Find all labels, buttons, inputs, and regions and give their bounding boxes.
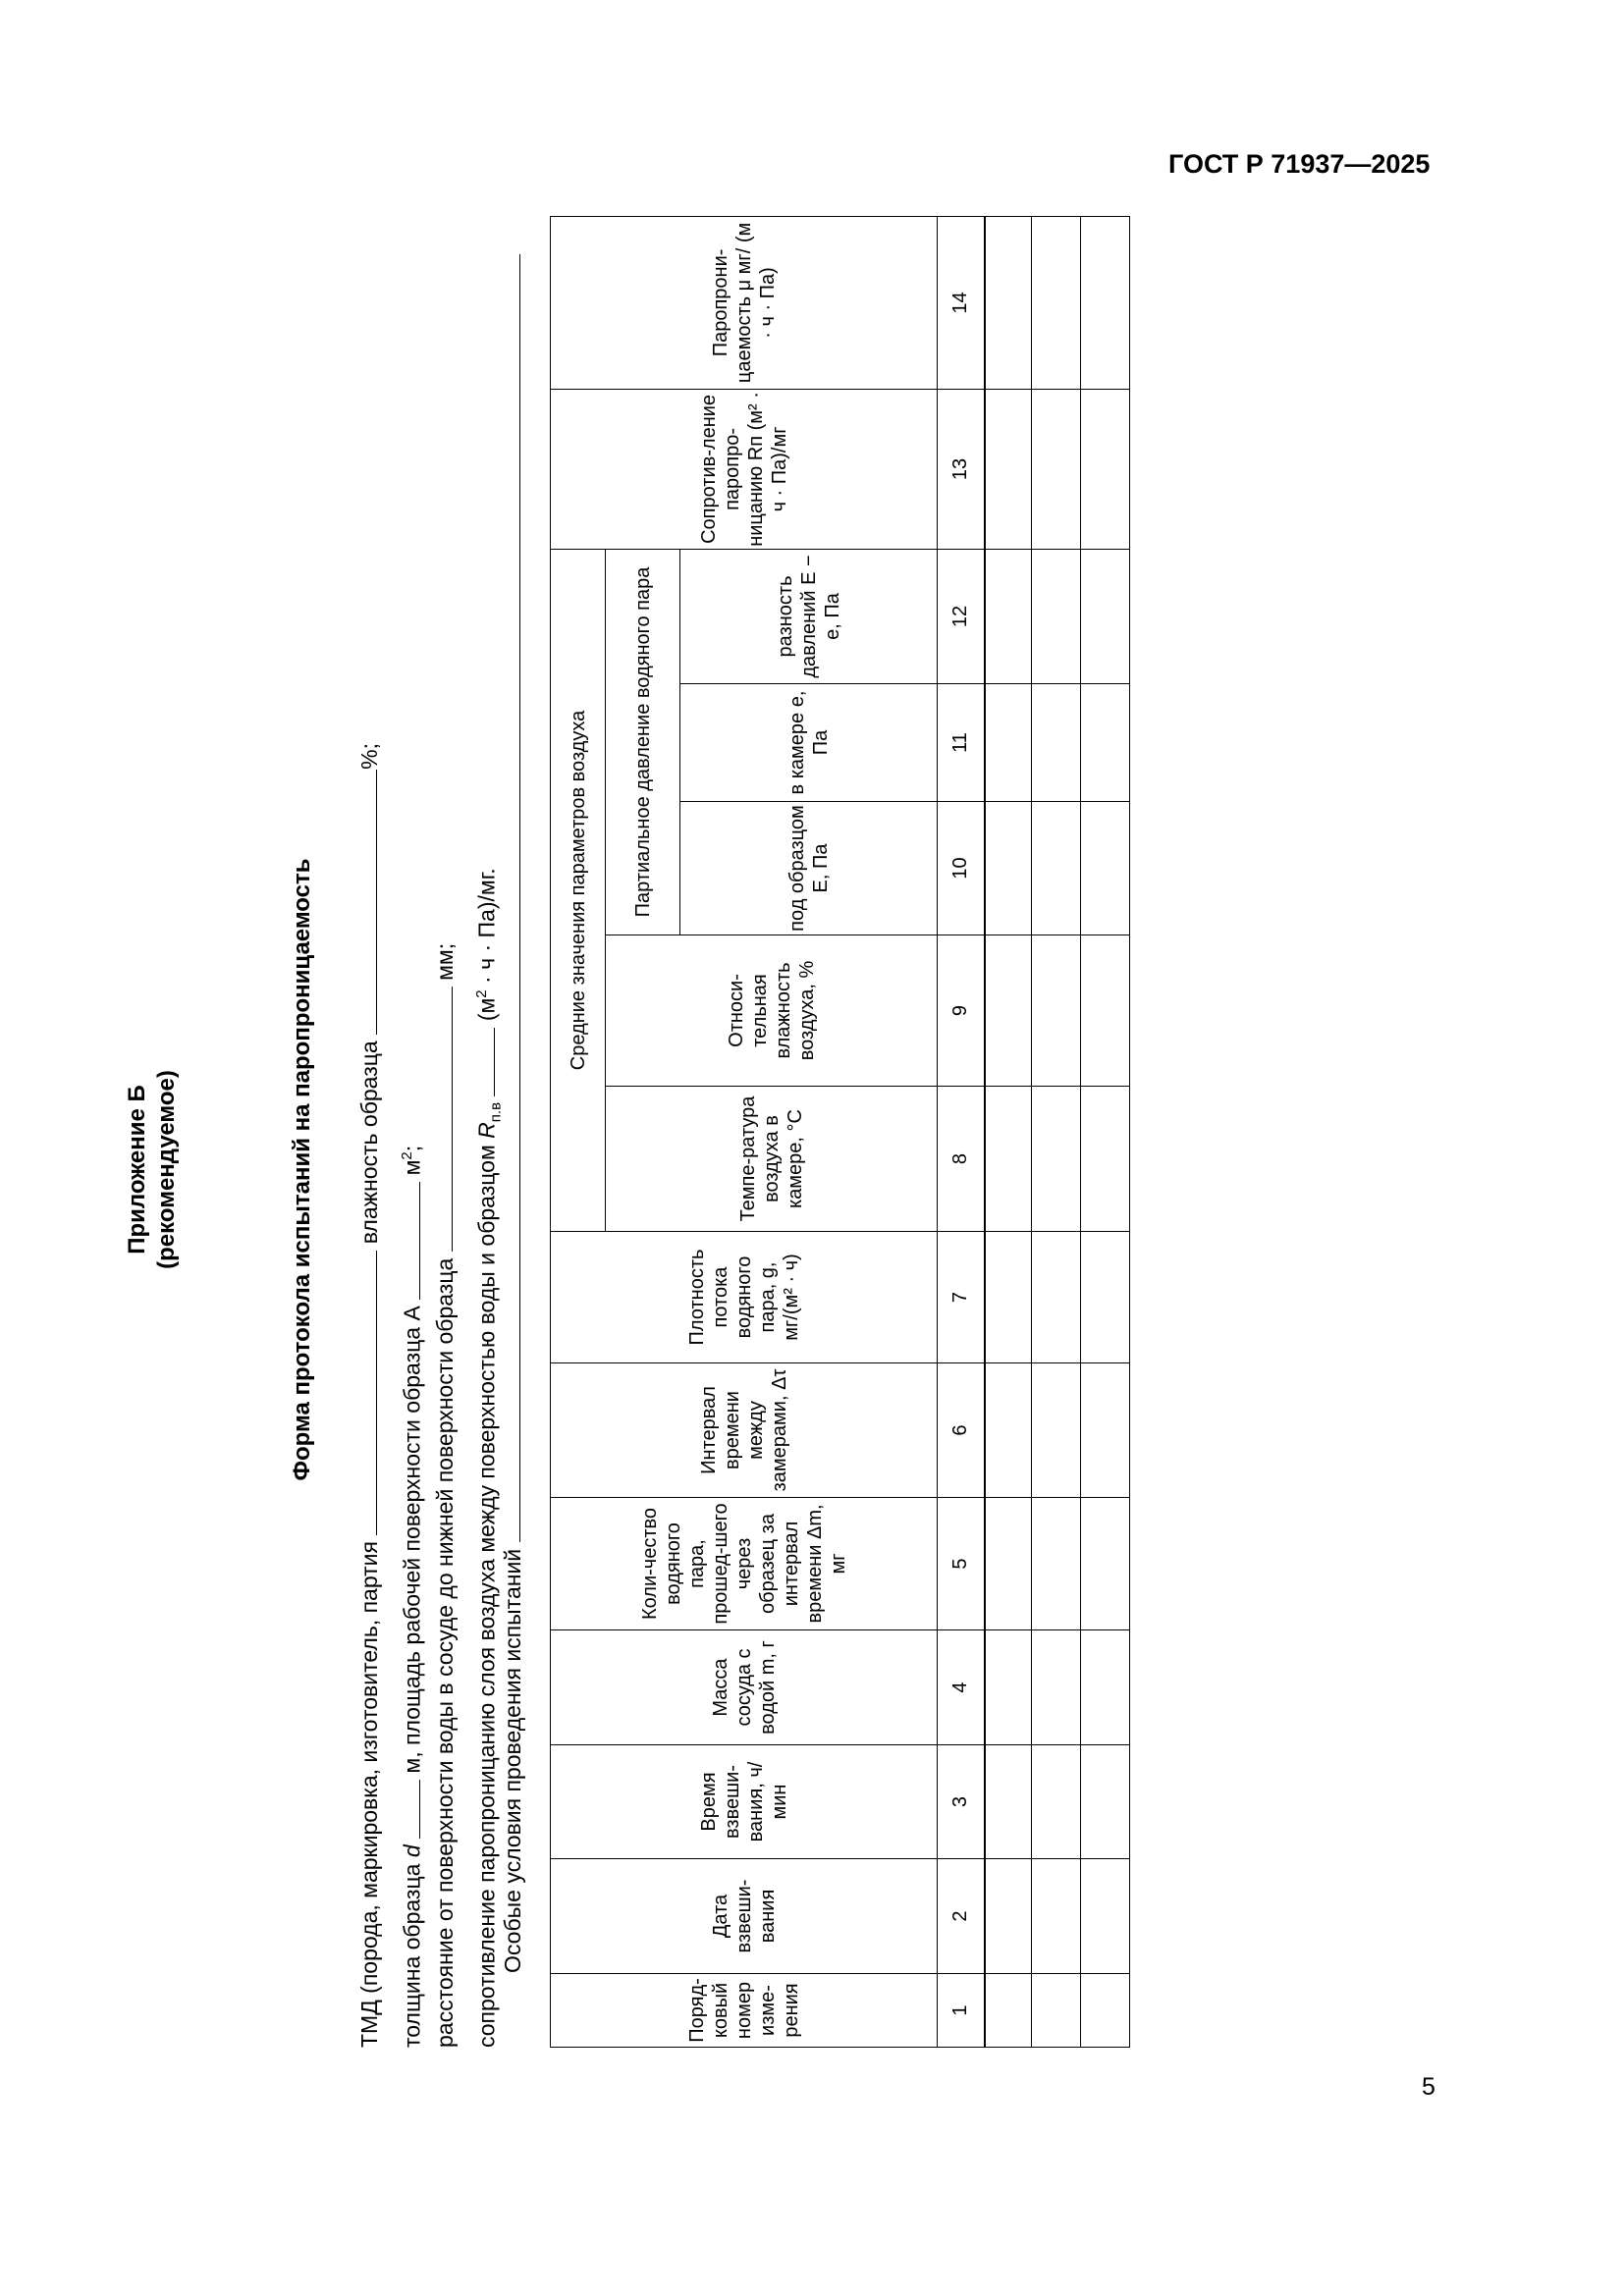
table-cell[interactable]	[985, 802, 1032, 935]
field-label-humidity: влажность образца	[356, 1041, 382, 1245]
table-cell[interactable]	[1032, 389, 1081, 549]
table-cell[interactable]	[1032, 1630, 1081, 1745]
col-number: 2	[938, 1859, 985, 1974]
air-resistance-unit-exponent: 2	[473, 989, 490, 998]
col-header-14: Паропрони-цаемость μ мг/ (м · ч · Па)	[551, 216, 938, 389]
table-cell[interactable]	[1081, 549, 1130, 683]
area-unit: м	[399, 1159, 425, 1176]
table-row	[985, 216, 1032, 2047]
table-cell[interactable]	[985, 216, 1032, 389]
table-cell[interactable]	[1081, 1363, 1130, 1498]
table-cell[interactable]	[985, 1498, 1032, 1630]
col-number: 4	[938, 1630, 985, 1745]
table-cell[interactable]	[1081, 1630, 1130, 1745]
table-cell[interactable]	[985, 1087, 1032, 1232]
distance-unit: мм;	[432, 942, 458, 981]
col-header-13: Сопротив-ление паропро-ницанию Rп (м² · ч · Па)/мг	[551, 389, 938, 549]
col-header-2: Дата взвеши-вания	[551, 1859, 938, 1974]
table-cell[interactable]	[1032, 1363, 1081, 1498]
humidity-unit: %;	[356, 743, 382, 770]
air-resistance-unit-a: (м	[473, 997, 500, 1022]
table-cell[interactable]	[1032, 1087, 1081, 1232]
group-header-pressure: Партиальное давление водяного пара	[606, 549, 680, 934]
field-label-air-resistance: сопротивление паропроницанию слоя воздуха между поверхностью воды и образцом	[473, 1145, 500, 2048]
form-title: Форма протокола испытаний на паропроницаемость	[289, 858, 315, 1481]
appendix-title: Приложение Б	[124, 1085, 150, 1255]
table-cell[interactable]	[1032, 1498, 1081, 1630]
tmd-input-line[interactable]	[356, 1251, 377, 1535]
field-line-air-resistance	[468, 868, 505, 2048]
col-header-7: Плотность потока водяного пара, g, мг/(м² · ч)	[551, 1232, 938, 1363]
table-cell[interactable]	[1081, 1859, 1130, 1974]
col-number: 5	[938, 1498, 985, 1630]
air-resistance-unit-b: · ч · Па)/мг.	[473, 868, 500, 990]
page-number: 5	[1422, 2073, 1435, 2101]
table-cell[interactable]	[985, 1974, 1032, 2048]
field-line-distance	[431, 943, 459, 2048]
table-cell[interactable]	[1032, 549, 1081, 683]
field-label-area: м, площадь рабочей поверхности образца А	[399, 1306, 425, 1774]
thickness-variable: d	[399, 1844, 425, 1858]
field-label-thickness: толщина образца	[399, 1863, 425, 2048]
col-number: 7	[938, 1232, 985, 1363]
table-row	[1081, 216, 1130, 2047]
table-cell[interactable]	[1032, 684, 1081, 802]
table-cell[interactable]	[1081, 389, 1130, 549]
table-cell[interactable]	[985, 389, 1032, 549]
table-cell[interactable]	[985, 1745, 1032, 1859]
table-cell[interactable]	[985, 1363, 1032, 1498]
table-cell[interactable]	[1032, 1974, 1081, 2048]
field-label-conditions: Особые условия проведения испытаний	[500, 1548, 525, 1973]
col-header-6: Интервал времени между замерами, Δτ	[551, 1363, 938, 1498]
distance-input-line[interactable]	[432, 987, 453, 1252]
col-number: 11	[938, 684, 985, 802]
table-cell[interactable]	[1081, 1232, 1130, 1363]
col-number: 6	[938, 1363, 985, 1498]
area-input-line[interactable]	[400, 1182, 420, 1300]
rotated-page-content	[106, 222, 972, 2085]
table-cell[interactable]	[985, 549, 1032, 683]
col-number: 9	[938, 935, 985, 1087]
thickness-input-line[interactable]	[400, 1780, 420, 1839]
table-cell[interactable]	[985, 1232, 1032, 1363]
header-row-group	[551, 216, 606, 2047]
table-cell[interactable]	[985, 684, 1032, 802]
table-cell[interactable]	[1032, 216, 1081, 389]
group-header-air: Средние значения параметров воздуха	[551, 549, 606, 1231]
table-cell[interactable]	[1081, 684, 1130, 802]
table-cell[interactable]	[1081, 935, 1130, 1087]
field-line-conditions	[499, 254, 526, 1973]
table-cell[interactable]	[985, 935, 1032, 1087]
col-header-10: под образцом Е, Па	[680, 802, 938, 935]
col-header-8: Темпе-ратура воздуха в камере, °С	[606, 1087, 938, 1232]
table-cell[interactable]	[1032, 1745, 1081, 1859]
table-cell[interactable]	[1032, 1859, 1081, 1974]
col-header-9: Относи-тельная влажность воздуха, %	[606, 935, 938, 1087]
col-header-3: Время взвеши-вания, ч/мин	[551, 1745, 938, 1859]
table-cell[interactable]	[985, 1630, 1032, 1745]
air-resistance-variable: R	[473, 1122, 500, 1139]
table-cell[interactable]	[1081, 1745, 1130, 1859]
col-header-5: Коли-чество водяного пара, прошед-шего через образец за интервал времени Δm, мг	[551, 1498, 938, 1630]
test-protocol-table	[550, 216, 1130, 2048]
area-unit-exponent: 2	[399, 1151, 415, 1160]
table-cell[interactable]	[1081, 1974, 1130, 2048]
table-cell[interactable]	[1081, 1498, 1130, 1630]
col-number: 13	[938, 389, 985, 549]
table-cell[interactable]	[1032, 802, 1081, 935]
col-number: 10	[938, 802, 985, 935]
column-numbers-row	[938, 216, 985, 2047]
table-cell[interactable]	[985, 1859, 1032, 1974]
col-number: 14	[938, 216, 985, 389]
humidity-input-line[interactable]	[356, 770, 377, 1035]
area-unit-end: ;	[399, 1145, 425, 1152]
col-header-4: Масса сосуда с водой m, г	[551, 1630, 938, 1745]
air-resistance-input-line[interactable]	[474, 1028, 495, 1096]
col-header-11: в камере е, Па	[680, 684, 938, 802]
table-cell[interactable]	[1081, 802, 1130, 935]
field-label-distance: расстояние от поверхности воды в сосуде до нижней поверхности образца	[432, 1257, 458, 2048]
air-resistance-subscript: п.в	[487, 1101, 505, 1123]
table-cell[interactable]	[1081, 1087, 1130, 1232]
appendix-status: (рекомендуемое)	[153, 1070, 180, 1269]
conditions-input-line[interactable]	[500, 254, 520, 1542]
document-code: ГОСТ Р 71937—2025	[1168, 149, 1431, 179]
col-header-1: Поряд-ковый номер изме-рения	[551, 1974, 938, 2048]
field-line-tmd	[355, 743, 383, 2048]
table-cell[interactable]	[1081, 216, 1130, 389]
col-number: 8	[938, 1087, 985, 1232]
field-label-tmd: ТМД (порода, маркировка, изготовитель, партия	[356, 1541, 382, 2048]
col-number: 3	[938, 1745, 985, 1859]
table-row	[1032, 216, 1081, 2047]
table-cell[interactable]	[1032, 935, 1081, 1087]
table-cell[interactable]	[1032, 1232, 1081, 1363]
col-number: 12	[938, 549, 985, 683]
col-number: 1	[938, 1974, 985, 2048]
col-header-12: разность давлений Е − е, Па	[680, 549, 938, 683]
field-line-thickness	[394, 1145, 425, 2048]
